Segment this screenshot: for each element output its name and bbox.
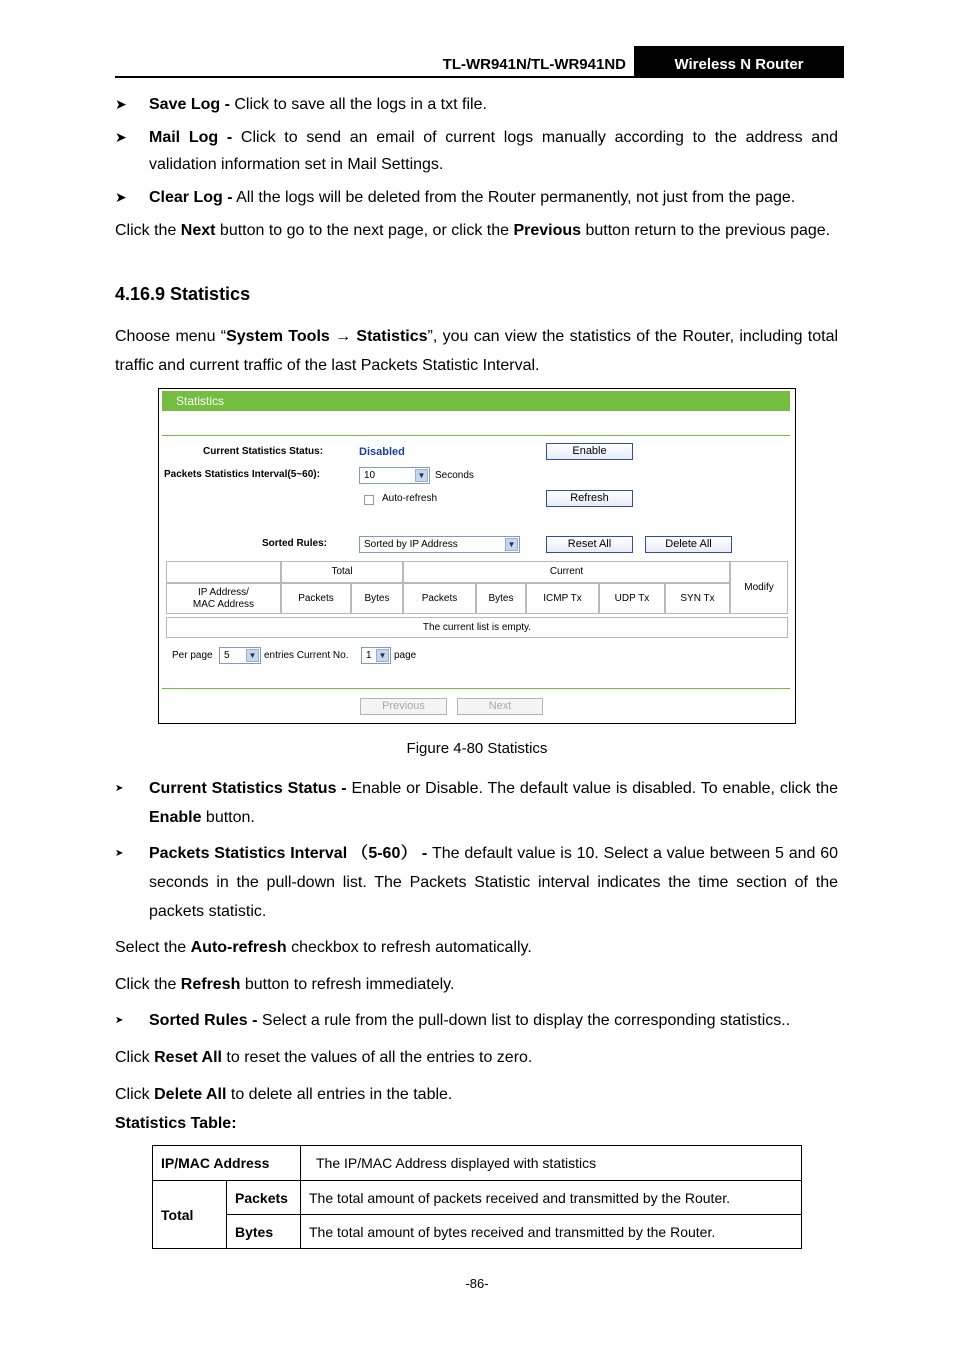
- interval-label: Packets Statistics Interval(5~60):: [164, 469, 320, 480]
- grid-group-total: Total: [281, 561, 403, 583]
- bullet-term: Packets Statistics Interval （5-60） -: [149, 845, 428, 862]
- text: Select the: [115, 939, 191, 956]
- grid-ip-header: IP Address/ MAC Address: [166, 583, 281, 614]
- bullet-term: Sorted Rules -: [149, 1012, 258, 1029]
- bullet-term: Mail Log -: [149, 129, 233, 146]
- grid-col-header: Packets: [403, 583, 476, 614]
- chevron-down-icon: ▼: [505, 538, 518, 551]
- delete-paragraph: [115, 1081, 838, 1108]
- text-bold: Previous: [513, 222, 582, 239]
- bullet-text: All the logs will be deleted from the Router permanently, not just from the page.: [232, 189, 796, 206]
- interval-select[interactable]: [359, 467, 430, 484]
- text-bold: Delete All: [154, 1086, 227, 1103]
- status-value: Disabled: [359, 446, 405, 458]
- text: ”, you can view the statistics of the Router, including total traffic and current traffic of the last Packets Statistic Interval.: [115, 328, 839, 374]
- text: Click: [115, 1086, 155, 1103]
- bullet-mail-log: [115, 124, 838, 178]
- table-row-desc: The IP/MAC Address displayed with statistics: [316, 1155, 597, 1171]
- auto-refresh-checkbox[interactable]: [364, 495, 374, 505]
- bullet-term: Enable: [149, 809, 202, 826]
- table-row-desc: The total amount of bytes received and transmitted by the Router.: [309, 1224, 716, 1240]
- bullet-sorted-rules: [115, 1007, 838, 1034]
- chevron-down-icon: ▼: [246, 649, 259, 662]
- reset-paragraph: [115, 1044, 838, 1071]
- grid-col-header: Bytes: [476, 583, 526, 614]
- next-button[interactable]: Next: [457, 698, 543, 715]
- bullet-term: Clear Log -: [149, 189, 233, 206]
- arrow-bullet-icon: ➤: [115, 848, 124, 859]
- table-group-label: Total: [161, 1207, 194, 1223]
- header-rule: [115, 76, 844, 78]
- status-label: Current Statistics Status:: [203, 446, 324, 457]
- text-bold: Refresh: [180, 976, 241, 993]
- arrow-bullet-icon: ➤: [115, 783, 124, 794]
- per-page-select-value: 5: [224, 650, 230, 661]
- section-title: 4.16.9 Statistics: [115, 284, 251, 304]
- bullet-save-log: [115, 91, 838, 118]
- arrow-bullet-icon: ➤: [115, 129, 127, 145]
- menu-arrow-icon: →: [329, 328, 357, 345]
- bullet-text: button.: [201, 809, 255, 826]
- refresh-button[interactable]: Refresh: [546, 490, 633, 507]
- arrow-bullet-icon: ➤: [115, 189, 127, 205]
- table-row-label: IP/MAC Address: [161, 1155, 270, 1171]
- page-label: page: [394, 650, 417, 661]
- table-row-desc: The total amount of packets received and transmitted by the Router.: [309, 1189, 731, 1206]
- current-no-select-value: 1: [366, 650, 372, 661]
- bullet-text: The default value is 10. Select a value between 5 and 60 seconds in the pull-down list. The Packets Statistic interval indicates the time section of the packets statistic.: [149, 845, 839, 920]
- grid-group-current: Current: [403, 561, 730, 583]
- text: Click: [115, 1049, 155, 1066]
- grid-modify-header: Modify: [730, 561, 788, 614]
- arrow-bullet-icon: ➤: [115, 1015, 124, 1026]
- reset-all-button[interactable]: Reset All: [546, 536, 633, 553]
- text-bold: System Tools: [226, 328, 330, 345]
- current-no-select[interactable]: [361, 647, 391, 664]
- bullet-text: Select a rule from the pull-down list to display the corresponding statistics..: [257, 1012, 791, 1029]
- refresh-paragraph: [115, 971, 838, 998]
- enable-button[interactable]: Enable: [546, 443, 633, 460]
- entries-label: entries Current No.: [264, 650, 349, 661]
- grid-blank-cell: [166, 561, 281, 583]
- text: button to refresh immediately.: [240, 976, 455, 993]
- grid-col-header: UDP Tx: [599, 583, 665, 614]
- grid-col-header: ICMP Tx: [526, 583, 599, 614]
- stats-table-heading: Statistics Table:: [115, 1115, 237, 1132]
- header-product-tag: Wireless N Router: [634, 46, 844, 77]
- sorted-rules-select-value: Sorted by IP Address: [364, 539, 458, 550]
- bullet-text: Click to save all the logs in a txt file.: [229, 96, 487, 113]
- grid-empty-message: The current list is empty.: [166, 617, 788, 638]
- bullet-clear-log: [115, 184, 838, 211]
- bullet-text: Click to send an email of current logs manually according to the address and validation information set in Mail Settings.: [149, 129, 839, 173]
- bullet-interval: [115, 839, 838, 926]
- text-bold: Reset All: [154, 1049, 222, 1066]
- table-divider: [300, 1145, 301, 1249]
- previous-button[interactable]: Previous: [360, 698, 447, 715]
- bullet-current-status: [115, 774, 838, 832]
- grid-col-header: Bytes: [351, 583, 403, 614]
- auto-refresh-paragraph: [115, 934, 838, 961]
- seconds-label: Seconds: [435, 470, 474, 481]
- table-sub-label: Bytes: [235, 1224, 274, 1240]
- header-model: TL-WR941N/TL-WR941ND: [442, 56, 626, 73]
- text: Choose menu “: [115, 328, 227, 345]
- bullet-term: Save Log -: [149, 96, 230, 113]
- arrow-bullet-icon: ➤: [115, 96, 127, 112]
- delete-all-button[interactable]: Delete All: [645, 536, 732, 553]
- text-bold: Auto-refresh: [190, 939, 287, 956]
- chevron-down-icon: ▼: [415, 469, 428, 482]
- panel-title-bar: Statistics: [162, 391, 790, 411]
- figure-caption: Figure 4-80 Statistics: [406, 740, 548, 757]
- sorted-rules-select[interactable]: [359, 536, 520, 553]
- interval-select-value: 10: [364, 470, 376, 481]
- sorted-rules-label: Sorted Rules:: [262, 538, 328, 549]
- text: Click the: [115, 976, 181, 993]
- text: button to go to the next page, or click the: [215, 222, 514, 239]
- panel-divider: [162, 688, 790, 689]
- text: to delete all entries in the table.: [226, 1086, 453, 1103]
- text: button return to the previous page.: [581, 222, 831, 239]
- table-sub-label: Packets: [235, 1189, 288, 1206]
- bullet-text: Enable or Disable. The default value is disabled. To enable, click the: [346, 780, 838, 797]
- text-bold: Next: [180, 222, 216, 239]
- panel-divider: [162, 435, 790, 436]
- chevron-down-icon: ▼: [376, 649, 389, 662]
- intro-paragraph: [115, 322, 838, 380]
- per-page-select[interactable]: [219, 647, 261, 664]
- per-page-label: Per page: [172, 650, 213, 661]
- text: to reset the values of all the entries to zero.: [221, 1049, 533, 1066]
- text: checkbox to refresh automatically.: [286, 939, 532, 956]
- nav-paragraph: [115, 218, 838, 243]
- statistics-figure: [158, 388, 796, 724]
- auto-refresh-label: Auto-refresh: [382, 493, 438, 504]
- text: Click the: [115, 222, 181, 239]
- grid-col-header: Packets: [281, 583, 351, 614]
- grid-col-header: SYN Tx: [665, 583, 730, 614]
- text-bold: Statistics: [356, 328, 428, 345]
- bullet-term: Current Statistics Status -: [149, 780, 347, 797]
- page-number: -86-: [465, 1276, 489, 1291]
